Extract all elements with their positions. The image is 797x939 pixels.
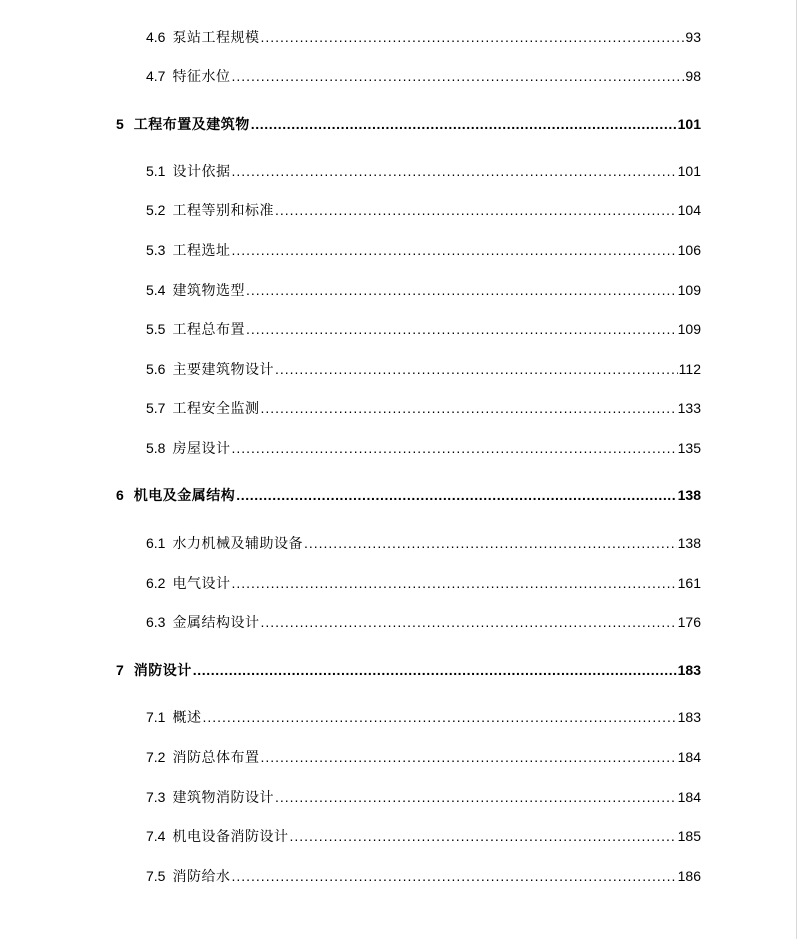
toc-dot-leader	[231, 161, 676, 181]
toc-dot-leader	[231, 240, 676, 260]
toc-dot-leader	[260, 747, 676, 767]
toc-entry-page: 161	[677, 575, 701, 591]
toc-entry-number: 7.2	[146, 749, 166, 765]
toc-entry-title: 电气设计	[172, 575, 231, 591]
toc-dot-leader	[260, 398, 676, 418]
toc-entry-title: 消防总体布置	[172, 749, 260, 765]
toc-entry-5-8[interactable]	[146, 438, 701, 458]
toc-entry-page: 109	[677, 282, 701, 298]
toc-dot-leader	[231, 573, 676, 593]
toc-entry-number: 5.3	[146, 242, 166, 258]
toc-dot-leader	[275, 787, 677, 807]
toc-entry-number: 5.7	[146, 400, 166, 416]
toc-entry-page: 133	[677, 400, 701, 416]
toc-entry-number: 5.1	[146, 163, 166, 179]
toc-entry-title: 水力机械及辅助设备	[172, 535, 303, 551]
toc-entry-5-3[interactable]	[146, 240, 701, 260]
toc-entry-6-2[interactable]	[146, 573, 701, 593]
toc-dot-leader	[304, 533, 677, 553]
toc-entry-7-1[interactable]	[146, 707, 701, 727]
toc-entry-title: 金属结构设计	[172, 614, 260, 630]
toc-entry-number: 5.2	[146, 202, 166, 218]
toc-dot-leader	[231, 66, 684, 86]
toc-dot-leader	[246, 319, 677, 339]
toc-entry-7-2[interactable]	[146, 747, 701, 767]
toc-dot-leader	[260, 27, 684, 47]
toc-chapter-page: 183	[677, 662, 701, 678]
toc-chapter-title: 机电及金属结构	[133, 487, 236, 503]
toc-chapter-5[interactable]	[116, 114, 701, 134]
toc-dot-leader	[193, 660, 677, 680]
toc-entry-title: 工程选址	[172, 242, 231, 258]
toc-entry-title: 消防给水	[172, 868, 231, 884]
toc-entry-page: 98	[685, 68, 701, 84]
toc-entry-5-2[interactable]	[146, 200, 701, 220]
toc-entry-number: 6.2	[146, 575, 166, 591]
toc-entry-5-4[interactable]	[146, 280, 701, 300]
toc-entry-number: 5.8	[146, 440, 166, 456]
toc-entry-page: 138	[677, 535, 701, 551]
toc-entry-number: 5.6	[146, 361, 166, 377]
toc-entry-number: 7.3	[146, 789, 166, 805]
toc-dot-leader	[202, 707, 676, 727]
toc-entry-number: 6.1	[146, 535, 166, 551]
toc-entry-page: 176	[677, 614, 701, 630]
toc-entry-page: 183	[677, 709, 701, 725]
toc-entry-page: 106	[677, 242, 701, 258]
toc-dot-leader	[246, 280, 677, 300]
toc-entry-5-5[interactable]	[146, 319, 701, 339]
toc-entry-title: 主要建筑物设计	[172, 361, 274, 377]
toc-entry-4-7[interactable]	[146, 66, 701, 86]
toc-entry-page: 186	[677, 868, 701, 884]
toc-entry-page: 135	[677, 440, 701, 456]
toc-entry-number: 7.4	[146, 828, 166, 844]
toc-entry-number: 7.5	[146, 868, 166, 884]
toc-entry-5-7[interactable]	[146, 398, 701, 418]
toc-entry-number: 7.1	[146, 709, 166, 725]
toc-dot-leader	[231, 866, 676, 886]
toc-chapter-title: 工程布置及建筑物	[133, 116, 250, 132]
toc-chapter-6[interactable]	[116, 485, 701, 505]
toc-chapter-number: 6	[116, 487, 124, 503]
toc-entry-number: 5.5	[146, 321, 166, 337]
toc-chapter-page: 138	[677, 487, 701, 503]
toc-dot-leader	[231, 438, 676, 458]
toc-entry-page: 93	[685, 29, 701, 45]
toc-dot-leader	[251, 114, 677, 134]
toc-entry-4-6[interactable]	[146, 27, 701, 47]
toc-entry-7-4[interactable]	[146, 826, 701, 846]
toc-entry-number: 4.7	[146, 68, 166, 84]
toc-chapter-number: 7	[116, 662, 124, 678]
toc-entry-title: 房屋设计	[172, 440, 231, 456]
toc-dot-leader	[236, 485, 676, 505]
toc-entry-page: 101	[677, 163, 701, 179]
toc-chapter-number: 5	[116, 116, 124, 132]
toc-entry-number: 6.3	[146, 614, 166, 630]
toc-chapter-7[interactable]	[116, 660, 701, 680]
toc-entry-5-6[interactable]	[146, 359, 701, 379]
toc-entry-page: 184	[677, 749, 701, 765]
toc-dot-leader	[289, 826, 676, 846]
toc-entry-title: 特征水位	[172, 68, 231, 84]
toc-entry-page: 185	[677, 828, 701, 844]
toc-entry-6-1[interactable]	[146, 533, 701, 553]
toc-entry-page: 184	[677, 789, 701, 805]
toc-entry-page: 104	[677, 202, 701, 218]
toc-chapter-page: 101	[677, 116, 701, 132]
toc-entry-5-1[interactable]	[146, 161, 701, 181]
toc-entry-title: 建筑物选型	[172, 282, 245, 298]
toc-entry-title: 泵站工程规模	[172, 29, 260, 45]
toc-dot-leader	[275, 359, 678, 379]
toc-entry-title: 工程安全监测	[172, 400, 260, 416]
toc-entry-7-5[interactable]	[146, 866, 701, 886]
toc-entry-number: 4.6	[146, 29, 166, 45]
toc-entry-7-3[interactable]	[146, 787, 701, 807]
toc-entry-title: 工程总布置	[172, 321, 245, 337]
toc-dot-leader	[275, 200, 677, 220]
toc-entry-title: 工程等别和标准	[172, 202, 274, 218]
toc-entry-page: 112	[678, 361, 701, 377]
toc-entry-title: 设计依据	[172, 163, 231, 179]
toc-entry-title: 建筑物消防设计	[172, 789, 274, 805]
toc-entry-title: 机电设备消防设计	[172, 828, 289, 844]
toc-dot-leader	[260, 612, 676, 632]
toc-entry-title: 概述	[172, 709, 202, 725]
toc-chapter-title: 消防设计	[133, 662, 192, 678]
toc-entry-6-3[interactable]	[146, 612, 701, 632]
toc-entry-page: 109	[677, 321, 701, 337]
toc-entry-number: 5.4	[146, 282, 166, 298]
